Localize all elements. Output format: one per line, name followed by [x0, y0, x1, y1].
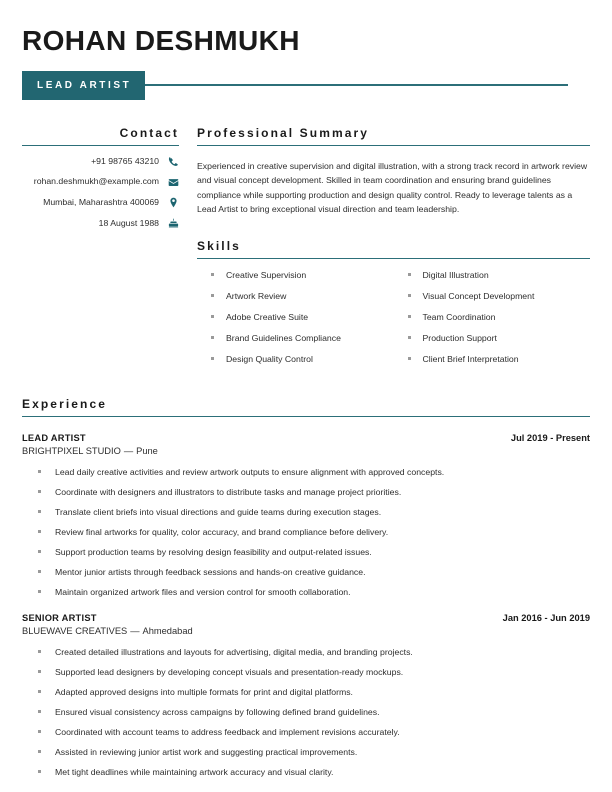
square-bullet-icon: [38, 530, 41, 533]
location-pin-icon: [168, 197, 179, 208]
job-company-name: BLUEWAVE CREATIVES: [22, 626, 128, 637]
experience-entry: [22, 433, 590, 597]
list-item: [22, 487, 590, 497]
list-item: [22, 687, 590, 697]
square-bullet-icon: [38, 650, 41, 653]
list-item: [394, 291, 591, 301]
square-bullet-icon: [38, 590, 41, 593]
square-bullet-icon: [211, 357, 214, 360]
summary-heading: Professional Summary: [197, 126, 590, 146]
contact-birthdate-value: 18 August 1988: [98, 217, 159, 228]
bullet-text: Met tight deadlines while maintaining artwork accuracy and visual clarity.: [55, 767, 334, 778]
square-bullet-icon: [211, 273, 214, 276]
skill-label: Production Support: [422, 333, 497, 344]
square-bullet-icon: [38, 750, 41, 753]
list-item: [197, 312, 394, 322]
job-bullet-list: [22, 467, 590, 597]
skill-label: Adobe Creative Suite: [226, 312, 309, 323]
envelope-icon: [168, 177, 179, 188]
skill-label: Brand Guidelines Compliance: [226, 333, 341, 344]
contact-phone-value: +91 98765 43210: [91, 155, 159, 166]
contact-item-phone[interactable]: [22, 156, 179, 168]
header-divider: [145, 84, 568, 86]
contact-item-birthdate[interactable]: [22, 218, 179, 230]
square-bullet-icon: [38, 690, 41, 693]
list-item: [22, 727, 590, 737]
bullet-text: Assisted in reviewing junior artist work and suggesting practical improvements.: [55, 747, 358, 758]
skills-section: [197, 239, 590, 375]
skill-label: Visual Concept Development: [422, 291, 535, 302]
job-title: SENIOR ARTIST: [22, 613, 97, 624]
summary-skills-column: [197, 126, 590, 375]
list-item: [197, 354, 394, 364]
upper-columns: [22, 126, 590, 375]
list-item: [197, 291, 394, 301]
list-item: [22, 667, 590, 677]
list-item: [394, 270, 591, 280]
bullet-text: Adapted approved designs into multiple formats for print and digital platforms.: [55, 687, 353, 698]
summary-body: Experienced in creative supervision and digital illustration, with a strong track record in artwork review and visual concept development. Skilled in team coordination and ensuring brand guidelines compliance while supporting production and design quality control. Ready to leverage talents as a Lead Artist to bring exceptional visual direction and team leadership.: [197, 160, 588, 215]
experience-entry-header: [22, 613, 590, 623]
skills-column-left: [197, 270, 394, 375]
list-item: [394, 354, 591, 364]
square-bullet-icon: [38, 770, 41, 773]
skill-label: Digital Illustration: [422, 270, 489, 281]
list-item: [197, 270, 394, 280]
contact-email-value: rohan.deshmukh@example.com: [33, 176, 159, 187]
list-item: [22, 507, 590, 517]
square-bullet-icon: [408, 315, 411, 318]
skills-heading: Skills: [197, 239, 590, 259]
bullet-text: Review final artworks for quality, color accuracy, and brand compliance before delivery.: [55, 527, 389, 538]
list-item: [22, 567, 590, 577]
job-location: Pune: [136, 446, 158, 457]
skill-label: Team Coordination: [422, 312, 496, 323]
phone-icon: [168, 156, 179, 167]
square-bullet-icon: [211, 336, 214, 339]
list-item: [197, 333, 394, 343]
bullet-text: Coordinate with designers and illustrators to distribute tasks and manage project priorities.: [55, 487, 402, 498]
list-item: [22, 747, 590, 757]
list-item: [22, 767, 590, 777]
job-title-chip: LEAD ARTIST: [22, 71, 145, 100]
skills-grid: [197, 270, 590, 375]
list-item: [22, 587, 590, 597]
contact-location-value: Mumbai, Maharashtra 400069: [43, 197, 159, 208]
square-bullet-icon: [38, 570, 41, 573]
square-bullet-icon: [408, 273, 411, 276]
job-title: LEAD ARTIST: [22, 433, 86, 444]
bullet-text: Mentor junior artists through feedback sessions and hands-on creative guidance.: [55, 567, 366, 578]
resume-header: [22, 0, 590, 100]
contact-heading: Contact: [22, 126, 179, 146]
bullet-text: Coordinated with account teams to address feedback and implement revisions accurately.: [55, 727, 400, 738]
square-bullet-icon: [38, 670, 41, 673]
job-company-line: [22, 626, 590, 636]
list-item: [22, 707, 590, 717]
square-bullet-icon: [38, 510, 41, 513]
contact-item-location[interactable]: [22, 197, 179, 209]
square-bullet-icon: [408, 357, 411, 360]
square-bullet-icon: [408, 294, 411, 297]
job-bullet-list: [22, 647, 590, 777]
job-company-line: [22, 446, 590, 456]
list-item: [394, 333, 591, 343]
skill-label: Artwork Review: [226, 291, 287, 302]
skills-column-right: [394, 270, 591, 375]
contact-column: [22, 126, 197, 375]
bullet-text: Lead daily creative activities and review artwork outputs to ensure alignment with approved concepts.: [55, 467, 445, 478]
skill-label: Creative Supervision: [226, 270, 307, 281]
list-item: [22, 647, 590, 657]
job-separator: —: [130, 626, 140, 637]
job-dates: Jan 2016 - Jun 2019: [502, 613, 590, 624]
skill-label: Design Quality Control: [226, 354, 313, 365]
experience-section: [22, 397, 590, 777]
bullet-text: Maintain organized artwork files and version control for smooth collaboration.: [55, 587, 351, 598]
bullet-text: Created detailed illustrations and layouts for advertising, digital media, and branding projects.: [55, 647, 413, 658]
square-bullet-icon: [38, 550, 41, 553]
experience-entry: [22, 613, 590, 777]
square-bullet-icon: [408, 336, 411, 339]
experience-entry-header: [22, 433, 590, 443]
list-item: [22, 527, 590, 537]
square-bullet-icon: [211, 294, 214, 297]
job-location: Ahmedabad: [142, 626, 193, 637]
square-bullet-icon: [38, 710, 41, 713]
bullet-text: Translate client briefs into visual directions and guide teams during execution stages.: [55, 507, 382, 518]
birthday-cake-icon: [168, 218, 179, 229]
contact-item-email[interactable]: [22, 176, 179, 188]
square-bullet-icon: [38, 470, 41, 473]
skill-label: Client Brief Interpretation: [422, 354, 519, 365]
page-title: ROHAN DESHMUKH: [22, 25, 300, 56]
list-item: [394, 312, 591, 322]
square-bullet-icon: [211, 315, 214, 318]
list-item: [22, 467, 590, 477]
job-title-row: [22, 71, 590, 100]
job-dates: Jul 2019 - Present: [510, 433, 590, 444]
square-bullet-icon: [38, 490, 41, 493]
experience-heading: Experience: [22, 397, 590, 417]
job-separator: —: [123, 446, 134, 457]
job-company-name: BRIGHTPIXEL STUDIO: [22, 446, 121, 457]
list-item: [22, 547, 590, 557]
bullet-text: Supported lead designers by developing concept visuals and presentation-ready mockups.: [55, 667, 404, 678]
square-bullet-icon: [38, 730, 41, 733]
contact-list: [22, 156, 179, 230]
bullet-text: Ensured visual consistency across campaigns by following defined brand guidelines.: [55, 707, 380, 718]
bullet-text: Support production teams by resolving design feasibility and output-related issues.: [55, 547, 372, 558]
professional-summary-section: [197, 126, 590, 217]
